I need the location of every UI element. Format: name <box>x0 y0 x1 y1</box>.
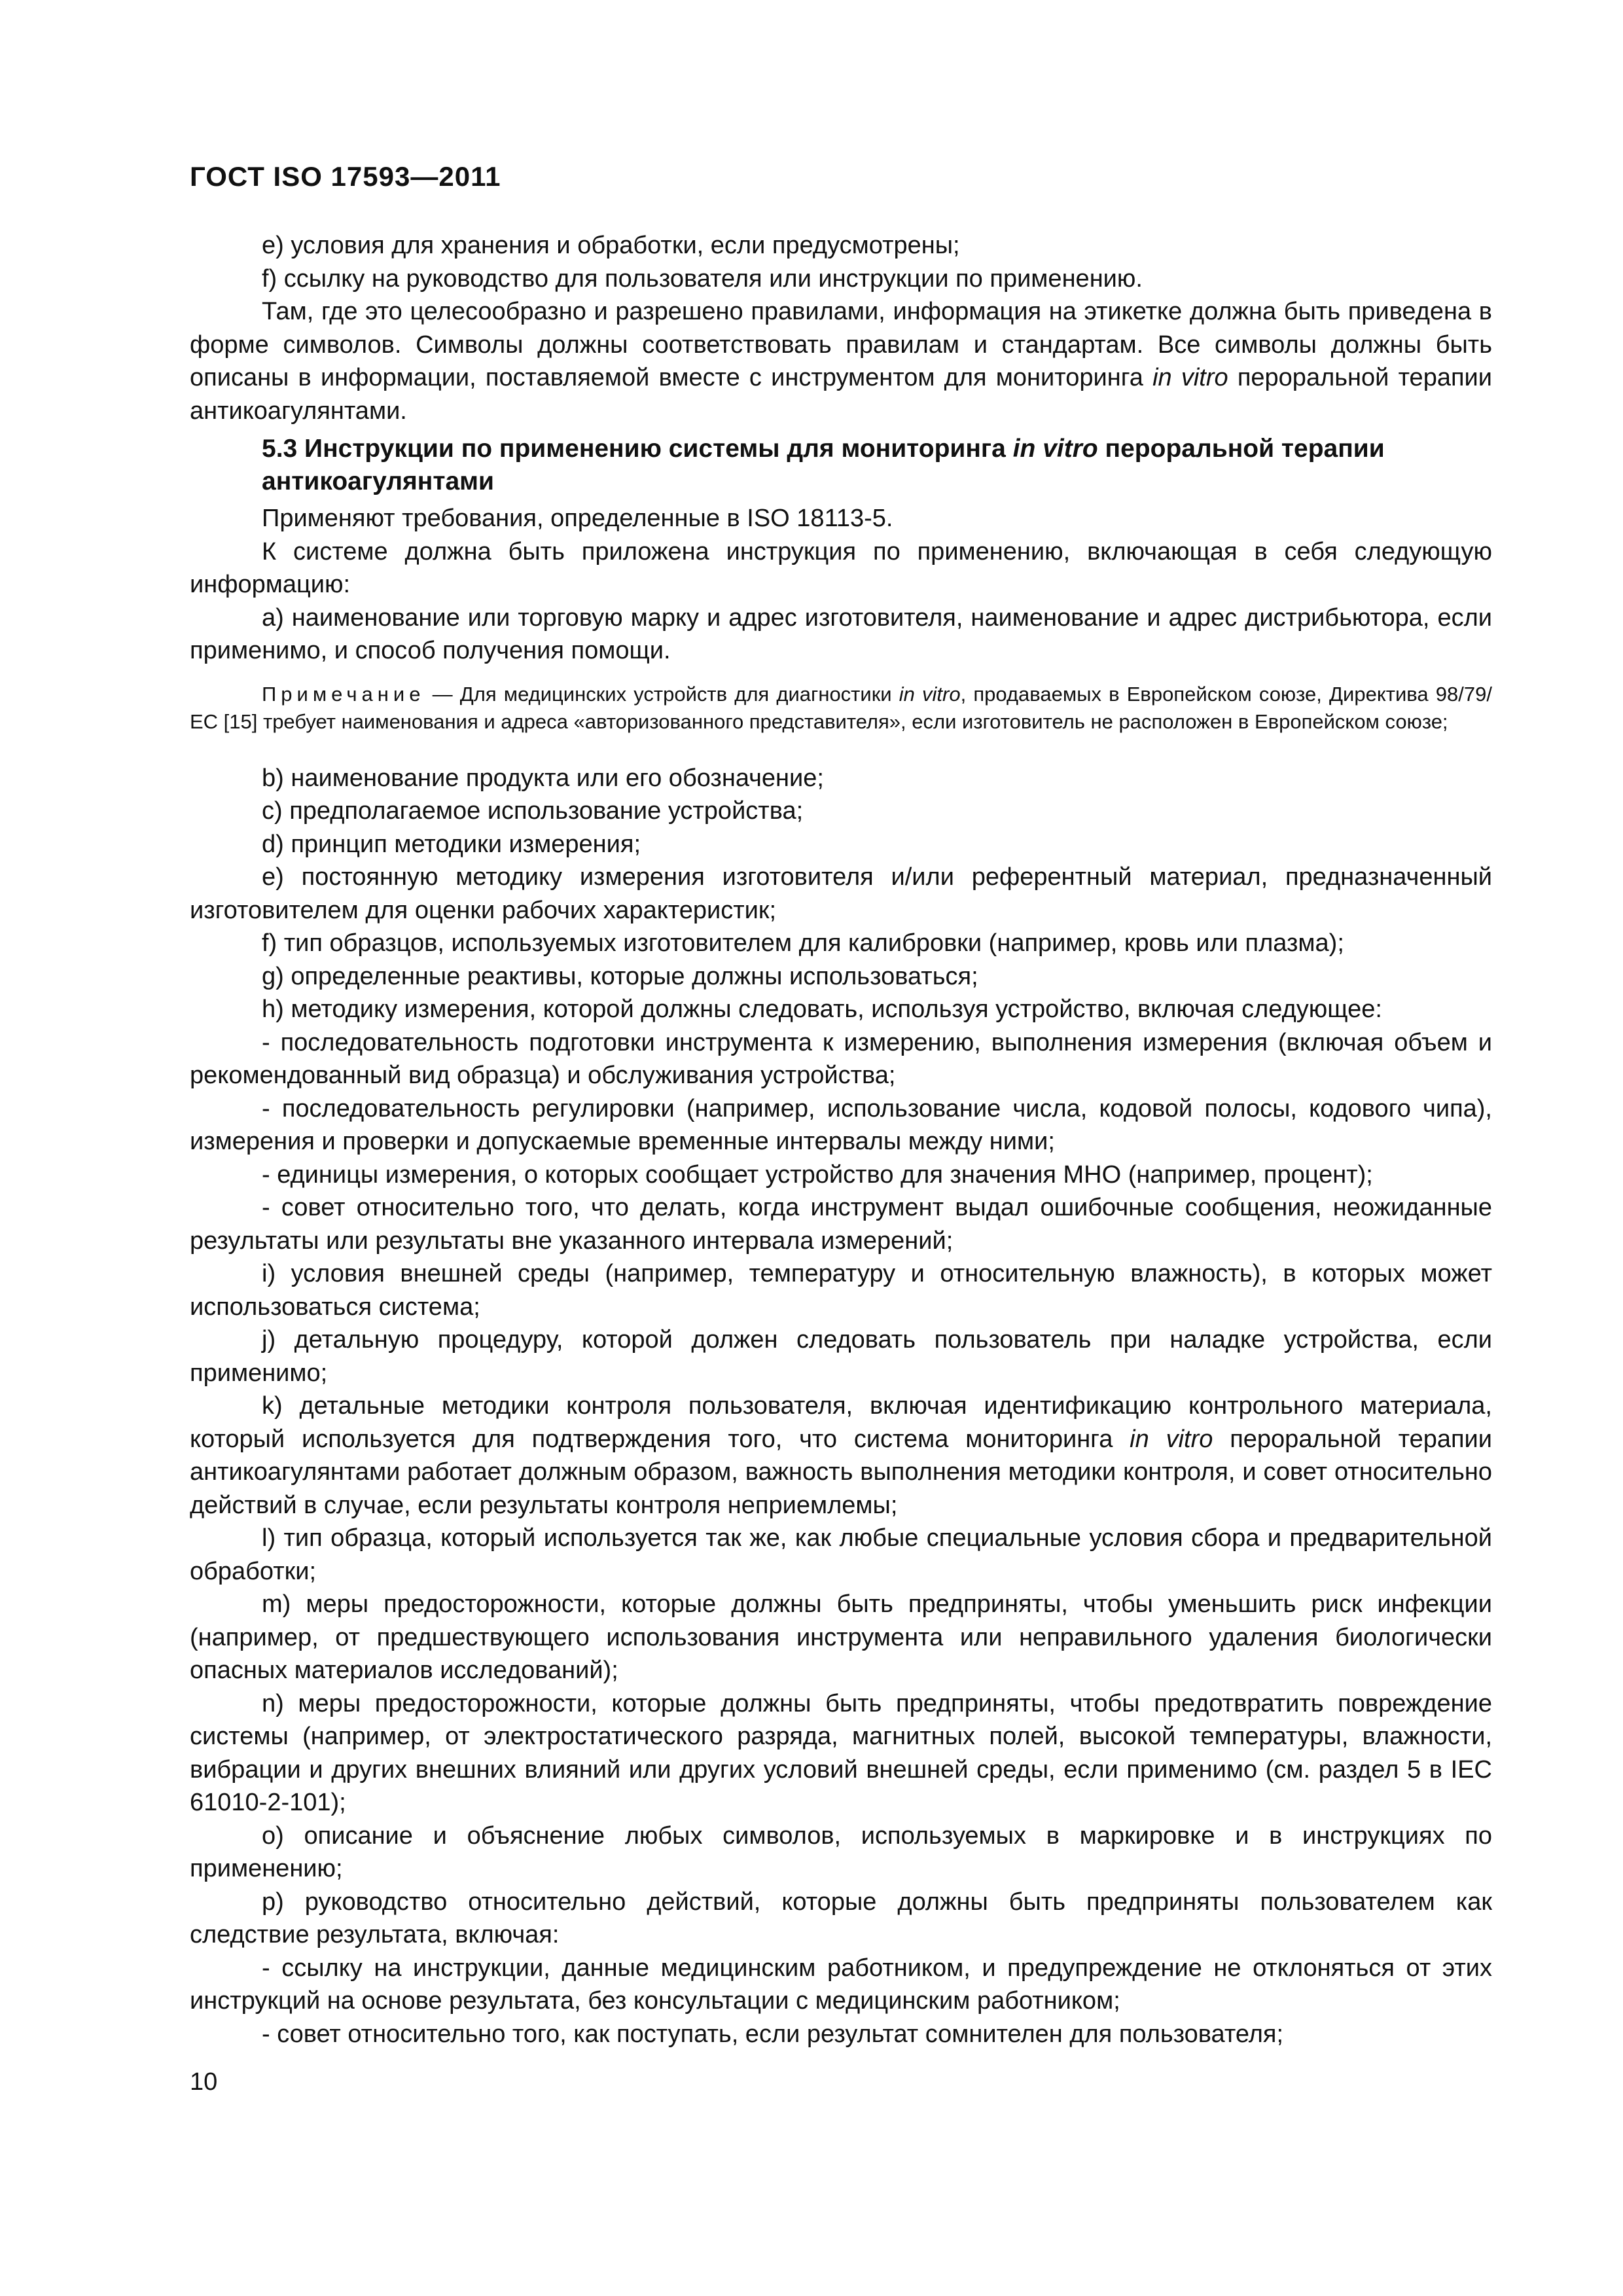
text-segment: пероральной терапии антикоагулянтами работает должным образом, важность выполнения методики контроля, и совет относительно действий в случае, если результаты контроля неприемлемы; <box>190 1425 1493 1519</box>
paragraph <box>190 1952 1492 2018</box>
text-segment: n) меры предосторожности, которые должны быть предприняты, чтобы предотвратить повреждение системы (например, от электростатического разряда, магнитных полей, высокой температуры, влажности, вибрации и других внешних влияний или других условий внешней среды, если применимо (см. раздел 5 в IEC 61010-2-101); <box>190 1689 1492 1816</box>
text-segment: l) тип образца, который используется так же, как любые специальные условия сбора и предварительной обработки; <box>190 1524 1492 1585</box>
italic-term: in vitro <box>899 682 961 706</box>
paragraph <box>190 295 1492 427</box>
text-segment: 5.3 Инструкции по применению системы для мониторинга <box>262 435 1013 463</box>
text-segment: d) принцип методики измерения; <box>262 830 641 858</box>
paragraph <box>190 262 1492 296</box>
note-label: Примечание <box>262 682 425 706</box>
paragraph <box>190 1522 1492 1588</box>
text-segment: c) предполагаемое использование устройства; <box>262 797 804 825</box>
text-segment: o) описание и объяснение любых символов, используемых в маркировке и в инструкциях по применению; <box>190 1821 1492 1882</box>
text-segment: f) ссылку на руководство для пользователя или инструкции по применению. <box>262 264 1143 293</box>
paragraph <box>190 1687 1492 1820</box>
paragraph <box>190 861 1492 927</box>
paragraph <box>190 1092 1492 1158</box>
paragraph <box>190 927 1492 960</box>
paragraph <box>190 828 1492 861</box>
text-segment: e) условия для хранения и обработки, если предусмотрены; <box>262 232 960 259</box>
text-segment: g) определенные реактивы, которые должны использоваться; <box>262 962 978 990</box>
paragraph <box>190 502 1492 535</box>
note-paragraph <box>190 681 1492 736</box>
paragraph <box>190 229 1492 262</box>
page-number: 10 <box>190 2068 218 2096</box>
paragraph <box>190 1257 1492 1323</box>
text-segment: a) наименование или торговую марку и адрес изготовителя, наименование и адрес дистрибьютора, если применимо, и способ получения помощи. <box>190 603 1492 664</box>
paragraph <box>190 993 1492 1026</box>
text-segment: пероральной терапии антикоагулянтами. <box>190 364 1492 425</box>
document-body <box>190 229 1492 2051</box>
paragraph <box>190 1191 1492 1257</box>
paragraph <box>190 535 1492 601</box>
paragraph <box>190 1886 1492 1952</box>
text-segment: m) меры предосторожности, которые должны быть предприняты, чтобы уменьшить риск инфекции (например, от предшествующего использования инструмента или неправильного удаления биологически опасных материалов исследований); <box>190 1590 1492 1684</box>
text-segment: Там, где это целесообразно и разрешено правилами, информация на этикетке должна быть приведена в форме символов. Символы должны соответствовать правилам и стандартам. Все символы должны быть описаны в информации, поставляемой вместе с инструментом для мониторинга <box>190 298 1492 391</box>
paragraph <box>190 1158 1492 1192</box>
italic-term: in vitro <box>1130 1425 1213 1453</box>
paragraph <box>190 1390 1492 1522</box>
italic-term: in vitro <box>1012 435 1098 463</box>
text-segment: k) детальные методики контроля пользователя, включая идентификацию контрольного материала, который используется для подтверждения того, что система мониторинга <box>190 1392 1492 1453</box>
text-segment: p) руководство относительно действий, которые должны быть предприняты пользователем как следствие результата, включая: <box>190 1888 1492 1948</box>
text-segment: j) детальную процедуру, которой должен следовать пользователь при наладке устройства, если применимо; <box>190 1326 1492 1387</box>
text-segment: - совет относительно того, как поступать, если результат сомнителен для пользователя; <box>262 2020 1284 2048</box>
text-segment: - последовательность подготовки инструмента к измерению, выполнения измерения (включая объем и рекомендованный вид образца) и обслуживания устройства; <box>190 1028 1492 1089</box>
text-segment: i) условия внешней среды (например, температуру и относительную влажность), в которых может использоваться система; <box>190 1260 1492 1321</box>
text-segment: - единицы измерения, о которых сообщает устройство для значения МНО (например, процент); <box>262 1160 1373 1189</box>
text-segment: , продаваемых в Европейском союзе, Директива 98/79/ЕС [15] требует наименования и адреса «авторизованного представителя», если изготовитель не расположен в Европейском союзе; <box>190 682 1492 733</box>
text-segment: пероральной терапии антикоагулянтами <box>262 435 1385 495</box>
paragraph <box>190 1820 1492 1886</box>
text-segment: h) методику измерения, которой должны следовать, используя устройство, включая следующее: <box>262 996 1382 1023</box>
paragraph <box>190 601 1492 668</box>
paragraph <box>190 795 1492 828</box>
paragraph <box>190 1323 1492 1390</box>
paragraph <box>190 960 1492 994</box>
italic-term: in vitro <box>1152 364 1228 391</box>
text-segment: - совет относительно того, что делать, когда инструмент выдал ошибочные сообщения, неожиданные результаты или результаты вне указанного интервала измерений; <box>190 1194 1492 1255</box>
paragraph <box>190 762 1492 795</box>
paragraph <box>190 2018 1492 2051</box>
text-segment: f) тип образцов, используемых изготовителем для калибровки (например, кровь или плазма); <box>262 929 1344 957</box>
text-segment: b) наименование продукта или его обозначение; <box>262 764 824 792</box>
paragraph <box>190 1588 1492 1687</box>
section-heading <box>190 433 1492 498</box>
text-segment: e) постоянную методику измерения изготовителя и/или референтный материал, предназначенный изготовителем для оценки рабочих характеристик; <box>190 863 1492 924</box>
paragraph <box>190 1026 1492 1092</box>
document-header: ГОСТ ISO 17593—2011 <box>190 161 501 192</box>
text-segment: Применяют требования, определенные в ISO 18113-5. <box>262 505 893 532</box>
text-segment: — Для медицинских устройств для диагностики <box>425 682 899 706</box>
text-segment: К системе должна быть приложена инструкция по применению, включающая в себя следующую информацию: <box>190 537 1492 598</box>
text-segment: - последовательность регулировки (например, использование числа, кодовой полосы, кодового чипа), измерения и проверки и допускаемые временные интервалы между ними; <box>190 1094 1492 1155</box>
text-segment: - ссылку на инструкции, данные медицинским работником, и предупреждение не отклоняться от этих инструкций на основе результата, без консультации с медицинским работником; <box>190 1954 1492 2015</box>
